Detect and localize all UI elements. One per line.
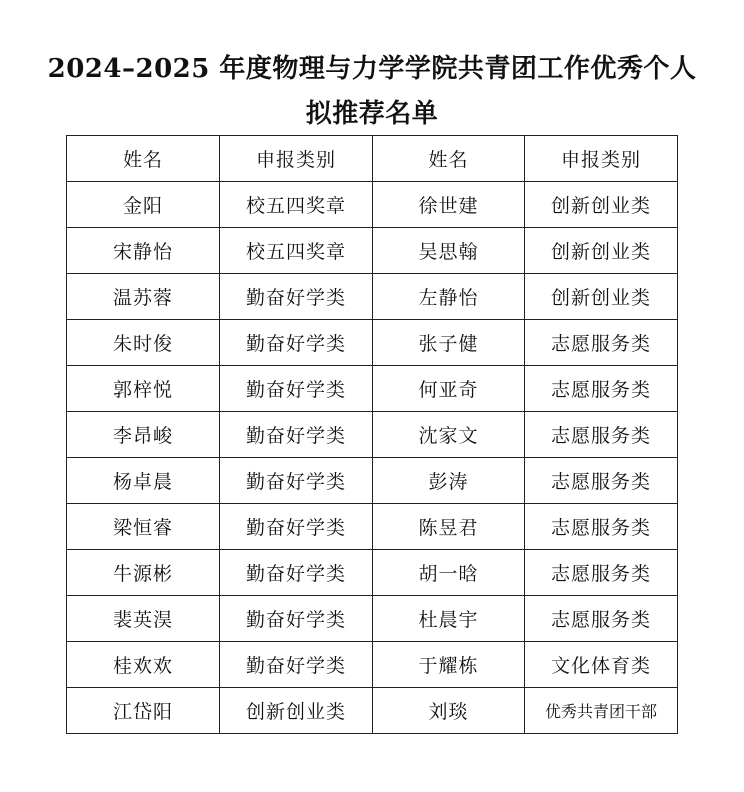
table-row bbox=[67, 550, 678, 596]
cell-name-left: 宋静怡 bbox=[67, 228, 220, 274]
cell-category-right: 志愿服务类 bbox=[525, 504, 678, 550]
cell-category-right: 创新创业类 bbox=[525, 274, 678, 320]
page-title: 2024–2025 年度物理与力学学院共青团工作优秀个人 bbox=[47, 54, 697, 84]
header-name-left: 姓名 bbox=[67, 136, 220, 182]
table-row bbox=[67, 688, 678, 734]
cell-category-left: 勤奋好学类 bbox=[220, 320, 373, 366]
table-row bbox=[67, 642, 678, 688]
cell-category-left: 勤奋好学类 bbox=[220, 642, 373, 688]
cell-name-right: 胡一晗 bbox=[373, 550, 525, 596]
cell-category-right: 志愿服务类 bbox=[525, 320, 678, 366]
table-row bbox=[67, 412, 678, 458]
header-row bbox=[67, 136, 678, 182]
cell-name-right: 杜晨宇 bbox=[373, 596, 525, 642]
table-row bbox=[67, 228, 678, 274]
cell-category-left: 校五四奖章 bbox=[220, 228, 373, 274]
cell-name-right: 陈昱君 bbox=[373, 504, 525, 550]
cell-name-left: 裴英淏 bbox=[67, 596, 220, 642]
table-row bbox=[67, 274, 678, 320]
nominee-table bbox=[66, 135, 678, 734]
cell-name-left: 江岱阳 bbox=[67, 688, 220, 734]
cell-name-left: 牛源彬 bbox=[67, 550, 220, 596]
cell-category-left: 勤奋好学类 bbox=[220, 458, 373, 504]
header-name-right: 姓名 bbox=[373, 136, 525, 182]
cell-name-right: 何亚奇 bbox=[373, 366, 525, 412]
cell-name-left: 桂欢欢 bbox=[67, 642, 220, 688]
table-row bbox=[67, 504, 678, 550]
cell-name-right: 于耀栋 bbox=[373, 642, 525, 688]
cell-name-left: 梁恒睿 bbox=[67, 504, 220, 550]
header-category-left: 申报类别 bbox=[220, 136, 373, 182]
table-row bbox=[67, 596, 678, 642]
cell-category-left: 创新创业类 bbox=[220, 688, 373, 734]
cell-category-right: 创新创业类 bbox=[525, 228, 678, 274]
cell-name-right: 徐世建 bbox=[373, 182, 525, 228]
table-row bbox=[67, 366, 678, 412]
cell-name-left: 温苏蓉 bbox=[67, 274, 220, 320]
cell-category-right: 创新创业类 bbox=[525, 182, 678, 228]
cell-name-right: 张子健 bbox=[373, 320, 525, 366]
cell-category-right: 志愿服务类 bbox=[525, 366, 678, 412]
table-row bbox=[67, 320, 678, 366]
cell-category-right: 文化体育类 bbox=[525, 642, 678, 688]
cell-name-left: 李昂峻 bbox=[67, 412, 220, 458]
cell-name-left: 郭梓悦 bbox=[67, 366, 220, 412]
cell-category-right: 志愿服务类 bbox=[525, 458, 678, 504]
cell-category-left: 勤奋好学类 bbox=[220, 274, 373, 320]
cell-name-right: 沈家文 bbox=[373, 412, 525, 458]
cell-category-right: 志愿服务类 bbox=[525, 412, 678, 458]
cell-name-right: 彭涛 bbox=[373, 458, 525, 504]
cell-category-left: 校五四奖章 bbox=[220, 182, 373, 228]
cell-category-left: 勤奋好学类 bbox=[220, 596, 373, 642]
cell-name-left: 杨卓晨 bbox=[67, 458, 220, 504]
table-row bbox=[67, 458, 678, 504]
table-row bbox=[67, 182, 678, 228]
header-category-right: 申报类别 bbox=[525, 136, 678, 182]
cell-category-right: 优秀共青团干部 bbox=[525, 688, 678, 734]
cell-category-left: 勤奋好学类 bbox=[220, 504, 373, 550]
cell-name-left: 朱时俊 bbox=[67, 320, 220, 366]
cell-category-left: 勤奋好学类 bbox=[220, 412, 373, 458]
cell-name-right: 吴思翰 bbox=[373, 228, 525, 274]
cell-name-right: 刘琰 bbox=[373, 688, 525, 734]
cell-category-right: 志愿服务类 bbox=[525, 550, 678, 596]
cell-name-left: 金阳 bbox=[67, 182, 220, 228]
page-subtitle: 拟推荐名单 bbox=[305, 99, 439, 129]
cell-category-left: 勤奋好学类 bbox=[220, 550, 373, 596]
cell-category-left: 勤奋好学类 bbox=[220, 366, 373, 412]
cell-category-right: 志愿服务类 bbox=[525, 596, 678, 642]
cell-name-right: 左静怡 bbox=[373, 274, 525, 320]
